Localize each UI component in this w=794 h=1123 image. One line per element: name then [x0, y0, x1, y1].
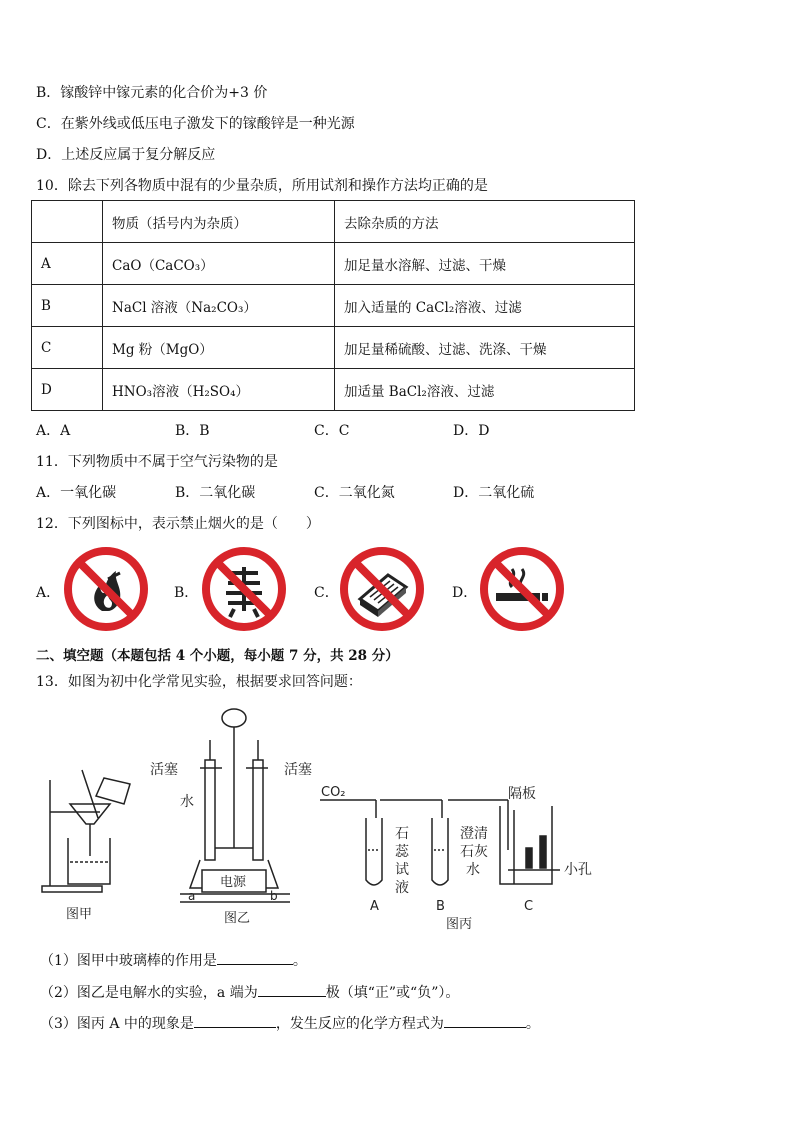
- q12-question: 12．下列图标中，表示禁止烟火的是（ ）: [36, 516, 320, 532]
- table-cell: 加适量 BaCl₂溶液、过滤: [335, 369, 635, 411]
- power-label: 电源: [220, 875, 247, 890]
- stopcock-right-label: 活塞: [284, 762, 312, 778]
- tube-c-label: C: [524, 899, 534, 914]
- table-row: [32, 327, 635, 369]
- option-c: C．C: [314, 423, 350, 439]
- table-row: [32, 285, 635, 327]
- table-cell: C: [32, 327, 103, 369]
- q13-sub3-mid: ，发生反应的化学方程式为: [275, 1016, 444, 1032]
- answer-blank-2[interactable]: [258, 984, 326, 997]
- litmus-label-1: 石: [395, 826, 409, 842]
- table-cell: 加足量水溶解、过滤、干燥: [335, 243, 635, 285]
- q13-sub1-text: （1）图甲中玻璃棒的作用是: [40, 953, 217, 969]
- limewater-label-3: 水: [466, 862, 480, 878]
- q11-options: [36, 482, 592, 502]
- q13-sub1: [40, 950, 307, 970]
- table-header-cell: 物质（括号内为杂质）: [103, 201, 335, 243]
- water-label: 水: [180, 794, 194, 810]
- litmus-label-4: 液: [395, 880, 409, 896]
- table-cell: D: [32, 369, 103, 411]
- table-cell: Mg 粉（MgO）: [103, 327, 335, 369]
- q9-option-d: D．上述反应属于复分解反应: [36, 147, 216, 163]
- option-a: A．A: [36, 423, 71, 439]
- table-cell: 加足量稀硫酸、过滤、洗涤、干燥: [335, 327, 635, 369]
- q13-sub2-text: （2）图乙是电解水的实验，a 端为: [40, 985, 258, 1001]
- q13-sub2: [40, 982, 459, 1002]
- table-header-row: [32, 201, 635, 243]
- option-b: B．二氧化碳: [175, 485, 256, 501]
- litmus-label-3: 试: [395, 862, 409, 878]
- q9-option-c: C．在紫外线或低压电子激发下的镓酸锌是一种光源: [36, 116, 355, 132]
- answer-blank-3[interactable]: [194, 1015, 276, 1028]
- answer-blank-4[interactable]: [444, 1015, 526, 1028]
- table-cell: B: [32, 285, 103, 327]
- q10-question: 10．除去下列各物质中混有的少量杂质，所用试剂和操作方法均正确的是: [36, 178, 488, 194]
- q13-question: 13．如图为初中化学常见实验，根据要求回答问题：: [36, 674, 362, 690]
- option-c: C．二氧化氮: [314, 485, 395, 501]
- sign-label-c: C．: [314, 585, 339, 601]
- partition-label: 隔板: [508, 786, 536, 802]
- no-smoking-icon: [478, 545, 566, 633]
- option-d: D．二氧化硫: [453, 485, 535, 501]
- q13-sub2-end: 极（填“正”或“负”）。: [325, 985, 460, 1001]
- table-cell: 加入适量的 CaCl₂溶液、过滤: [335, 285, 635, 327]
- sign-label-a: A．: [36, 585, 61, 601]
- electrolysis-apparatus: [180, 709, 290, 902]
- option-b: B．B: [175, 423, 210, 439]
- q13-sub3-text: （3）图丙 A 中的现象是: [40, 1016, 194, 1032]
- figure-bing-caption: 图丙: [446, 917, 473, 932]
- no-stacking-icon: [200, 545, 288, 633]
- tube-a-label: A: [370, 899, 379, 914]
- no-matches-icon: [338, 545, 426, 633]
- section-heading: 二、填空题（本题包括 4 个小题，每小题 7 分，共 28 分）: [36, 648, 399, 664]
- q13-sub1-end: 。: [292, 953, 307, 969]
- option-a: A．一氧化碳: [36, 485, 117, 501]
- q10-options: [36, 420, 592, 440]
- q13-figure: [30, 700, 600, 940]
- q11-question: 11．下列物质中不属于空气污染物的是: [36, 454, 278, 470]
- table-row: [32, 369, 635, 411]
- limewater-label-2: 石灰: [460, 844, 488, 860]
- limewater-label-1: 澄清: [460, 826, 488, 842]
- q13-sub3-end: 。: [525, 1016, 540, 1032]
- q10-table: [31, 200, 635, 411]
- answer-blank-1[interactable]: [217, 952, 293, 965]
- table-cell: CaO（CaCO₃）: [103, 243, 335, 285]
- q13-sub3: [40, 1013, 540, 1033]
- figure-jia-caption: 图甲: [66, 907, 93, 922]
- table-header-cell: [32, 201, 103, 243]
- q12-signs: [36, 545, 576, 635]
- co2-label: CO₂: [321, 785, 346, 800]
- table-row: [32, 243, 635, 285]
- table-cell: HNO₃溶液（H₂SO₄）: [103, 369, 335, 411]
- no-open-flame-icon: [62, 545, 150, 633]
- sign-label-d: D．: [452, 585, 478, 601]
- q9-option-b: B．镓酸锌中镓元素的化合价为+3 价: [36, 85, 268, 101]
- litmus-label-2: 蕊: [395, 844, 409, 860]
- table-header-cell: 去除杂质的方法: [335, 201, 635, 243]
- electrode-a-label: a: [188, 889, 196, 903]
- tube-b-label: B: [436, 899, 445, 914]
- sign-label-b: B．: [174, 585, 199, 601]
- table-cell: A: [32, 243, 103, 285]
- co2-apparatus: [320, 800, 560, 885]
- figure-yi-caption: 图乙: [224, 911, 251, 926]
- electrode-b-label: b: [270, 889, 278, 903]
- table-cell: NaCl 溶液（Na₂CO₃）: [103, 285, 335, 327]
- option-d: D．D: [453, 423, 490, 439]
- small-hole-label: 小孔: [564, 862, 592, 878]
- filtration-apparatus: [42, 770, 130, 892]
- stopcock-left-label: 活塞: [150, 762, 178, 778]
